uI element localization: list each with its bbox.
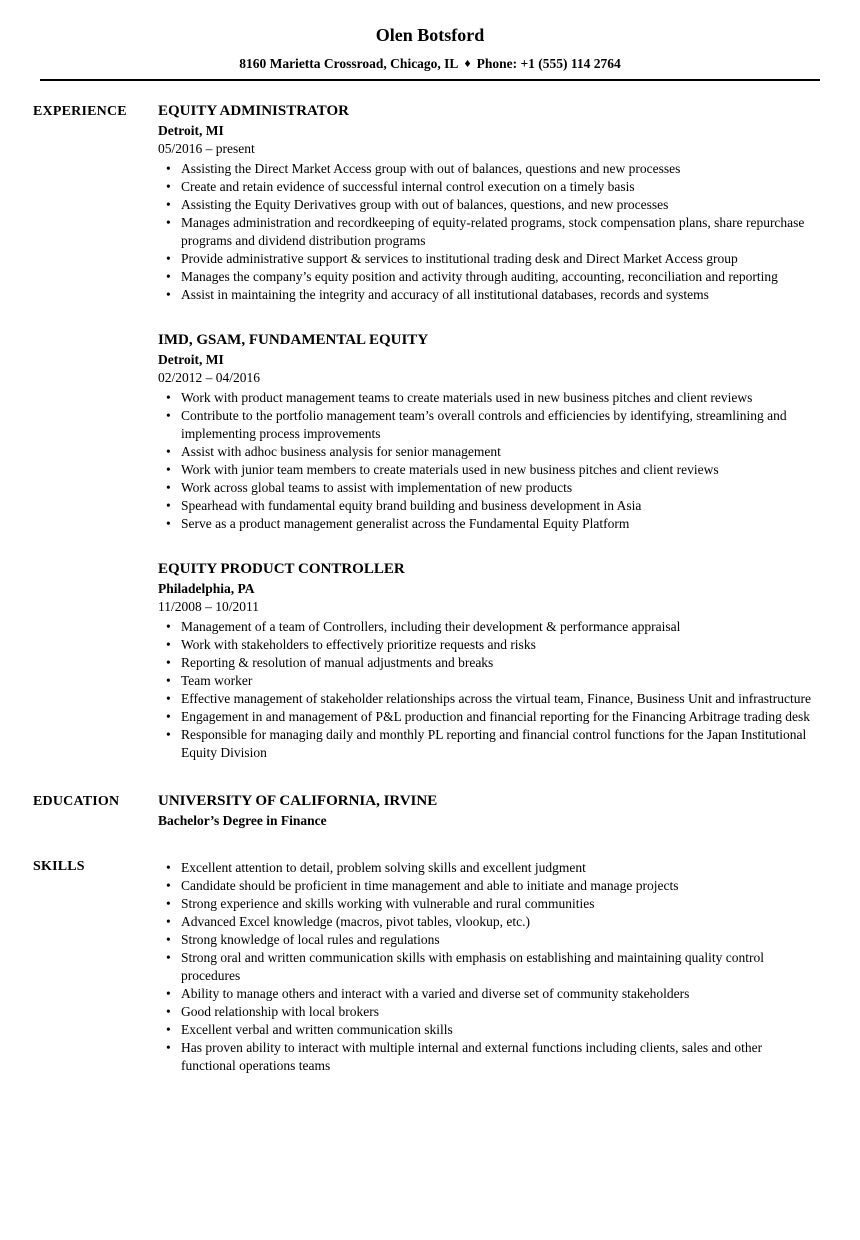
job-location: Detroit, MI xyxy=(158,352,224,367)
contact-line xyxy=(0,55,860,72)
job-bullet-list xyxy=(158,618,820,762)
contact-phone: Phone: +1 (555) 114 2764 xyxy=(476,56,621,71)
job-entry-equity-product-controller xyxy=(158,560,820,762)
job-dates: 11/2008 – 10/2011 xyxy=(158,599,259,614)
bullet-item: • Reporting & resolution of manual adjustments and breaks xyxy=(158,654,820,672)
education-content xyxy=(158,792,820,830)
bullet-item: • Ability to manage others and interact with a varied and diverse set of community stakeholders xyxy=(158,985,820,1003)
bullet-item: • Work with junior team members to create materials used in new business pitches and client reviews xyxy=(158,461,820,479)
bullet-item: • Engagement in and management of P&L production and financial reporting for the Financing Arbitrage trading desk xyxy=(158,708,820,726)
job-dates: 05/2016 – present xyxy=(158,141,255,156)
bullet-item: • Strong knowledge of local rules and regulations xyxy=(158,931,820,949)
diamond-separator-icon: ♦ xyxy=(464,56,471,70)
job-dates: 02/2012 – 04/2016 xyxy=(158,370,261,385)
bullet-item: • Provide administrative support & services to institutional trading desk and Direct Market Access group xyxy=(158,250,820,268)
skills-bullet-list xyxy=(158,859,820,1075)
skills-section xyxy=(0,857,860,1075)
person-name: Olen Botsford xyxy=(375,25,485,45)
experience-section xyxy=(0,102,860,762)
job-location: Philadelphia, PA xyxy=(158,581,255,596)
degree: Bachelor’s Degree in Finance xyxy=(158,813,327,828)
job-bullet-list xyxy=(158,389,820,533)
bullet-item: • Responsible for managing daily and monthly PL reporting and financial control functions for the Japan Institutional Equity Division xyxy=(158,726,820,762)
education-section xyxy=(0,792,860,830)
job-location: Detroit, MI xyxy=(158,123,224,138)
job-bullet-list xyxy=(158,160,820,304)
bullet-item: • Spearhead with fundamental equity brand building and business development in Asia xyxy=(158,497,820,515)
bullet-item: • Work with stakeholders to effectively prioritize requests and risks xyxy=(158,636,820,654)
bullet-item: • Excellent verbal and written communication skills xyxy=(158,1021,820,1039)
job-title: IMD, GSAM, FUNDAMENTAL EQUITY xyxy=(158,332,429,348)
header-divider xyxy=(40,79,820,81)
skills-section-label: SKILLS xyxy=(33,859,85,874)
bullet-item: • Manages the company’s equity position and activity through auditing, accounting, reconciliation and reporting xyxy=(158,268,820,286)
experience-content xyxy=(158,102,820,762)
resume-header xyxy=(0,0,860,72)
bullet-item: • Work with product management teams to create materials used in new business pitches and client reviews xyxy=(158,389,820,407)
bullet-item: • Candidate should be proficient in time management and able to initiate and manage projects xyxy=(158,877,820,895)
bullet-item: • Management of a team of Controllers, including their development & performance appraisal xyxy=(158,618,820,636)
bullet-item: • Assisting the Equity Derivatives group with out of balances, questions, and new processes xyxy=(158,196,820,214)
bullet-item: • Manages administration and recordkeeping of equity-related programs, stock compensation plans, share repurchase programs and dividend distribution programs xyxy=(158,214,820,250)
bullet-item: • Create and retain evidence of successful internal control execution on a timely basis xyxy=(158,178,820,196)
contact-address: 8160 Marietta Crossroad, Chicago, IL xyxy=(239,56,459,71)
bullet-item: • Has proven ability to interact with multiple internal and external functions including clients, sales and other functional operations teams xyxy=(158,1039,820,1075)
bullet-item: • Good relationship with local brokers xyxy=(158,1003,820,1021)
bullet-item: • Effective management of stakeholder relationships across the virtual team, Finance, Business Unit and infrastructure xyxy=(158,690,820,708)
bullet-item: • Assist with adhoc business analysis for senior management xyxy=(158,443,820,461)
bullet-item: • Assisting the Direct Market Access group with out of balances, questions and new processes xyxy=(158,160,820,178)
experience-section-label: EXPERIENCE xyxy=(33,104,127,119)
bullet-item: • Team worker xyxy=(158,672,820,690)
job-title: EQUITY ADMINISTRATOR xyxy=(158,103,350,119)
skills-content xyxy=(158,857,820,1075)
bullet-item: • Work across global teams to assist with implementation of new products xyxy=(158,479,820,497)
job-entry-equity-administrator xyxy=(158,102,820,304)
bullet-item: • Contribute to the portfolio management team’s overall controls and efficiencies by identifying, streamlining and implementing process improvements xyxy=(158,407,820,443)
bullet-item: • Assist in maintaining the integrity and accuracy of all institutional databases, records and systems xyxy=(158,286,820,304)
education-section-label: EDUCATION xyxy=(33,794,120,809)
bullet-item: • Advanced Excel knowledge (macros, pivot tables, vlookup, etc.) xyxy=(158,913,820,931)
school-name: UNIVERSITY OF CALIFORNIA, IRVINE xyxy=(158,793,438,809)
bullet-item: • Excellent attention to detail, problem solving skills and excellent judgment xyxy=(158,859,820,877)
job-title: EQUITY PRODUCT CONTROLLER xyxy=(158,561,405,577)
bullet-item: • Strong oral and written communication skills with emphasis on establishing and maintaining quality control procedures xyxy=(158,949,820,985)
bullet-item: • Strong experience and skills working with vulnerable and rural communities xyxy=(158,895,820,913)
bullet-item: • Serve as a product management generalist across the Fundamental Equity Platform xyxy=(158,515,820,533)
job-entry-imd-gsam xyxy=(158,331,820,533)
